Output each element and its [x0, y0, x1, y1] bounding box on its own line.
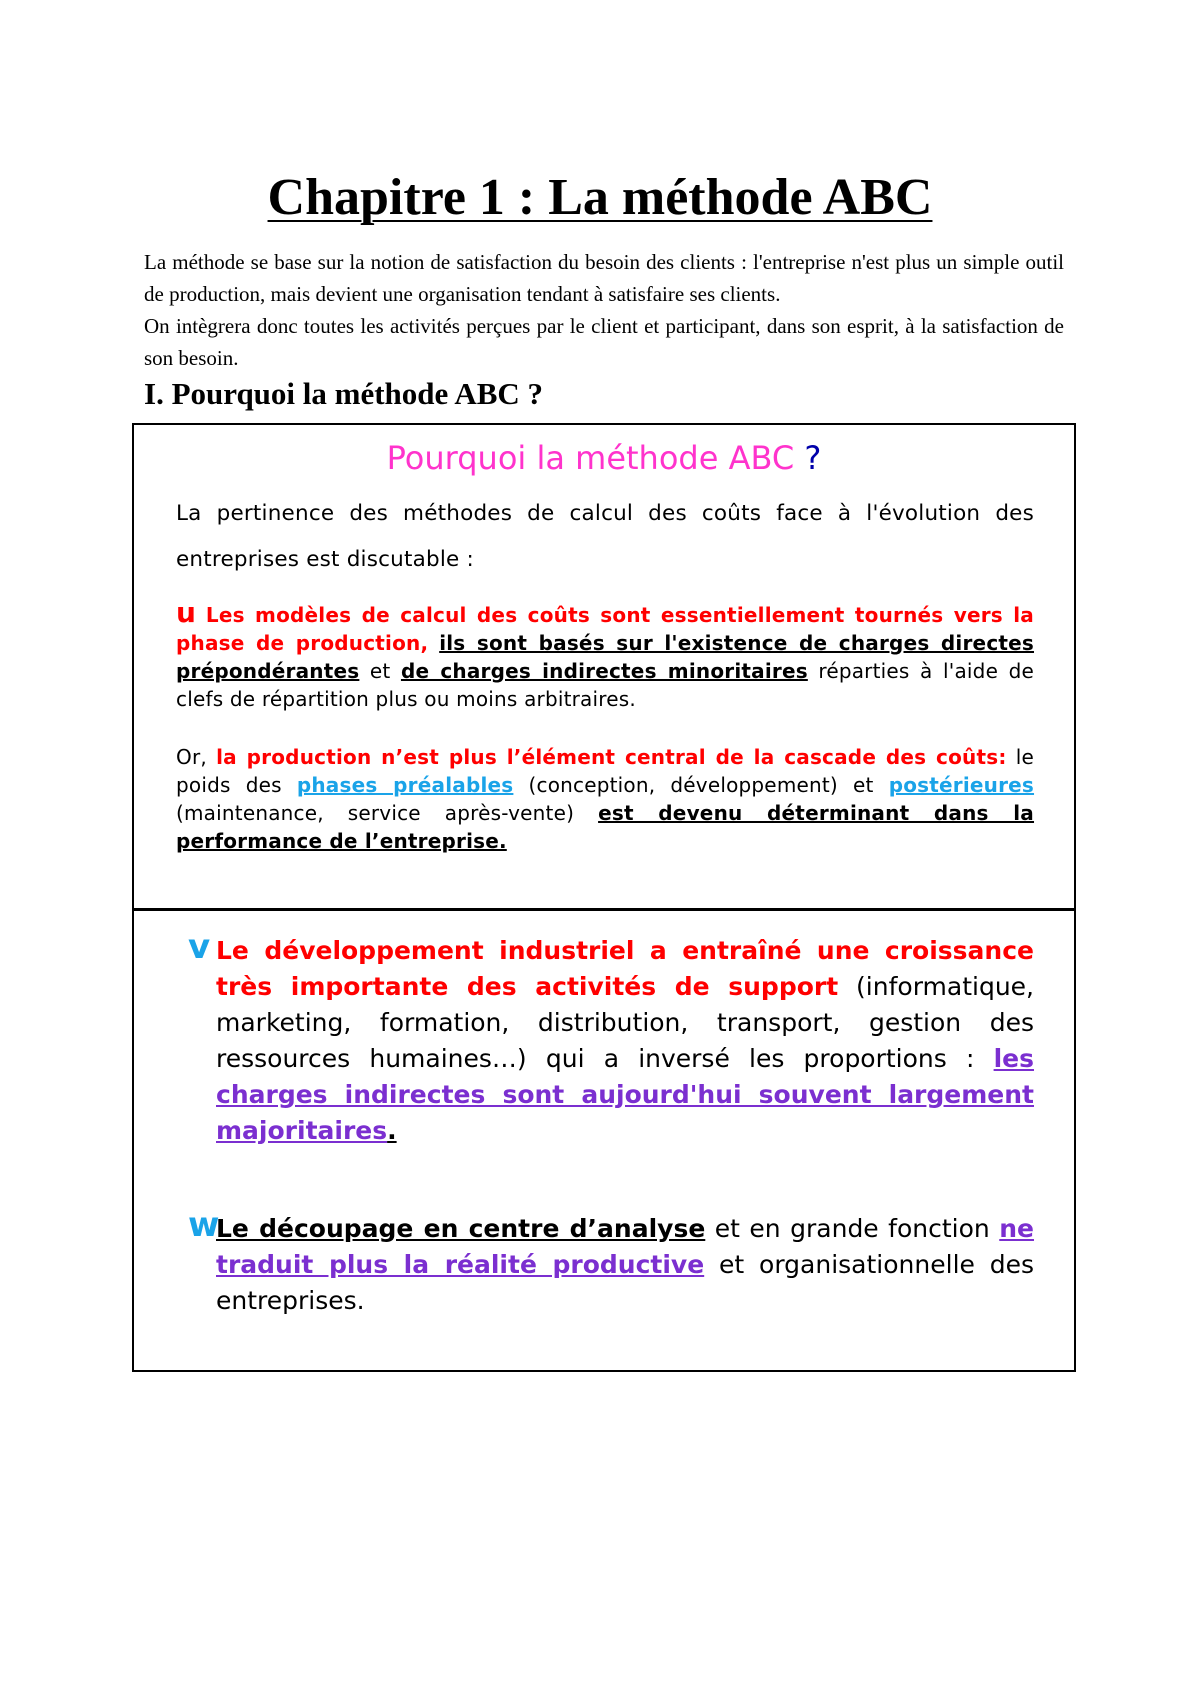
indirect-charges-majority-text: les charges indirectes sont aujourd'hui souvent largement majoritaires: [216, 1044, 1034, 1145]
production-not-central-paragraph: [176, 743, 1034, 855]
intro-paragraph-1: La méthode se base sur la notion de satisfaction du besoin des clients : l'entreprise n'est plus un simple outil de production, mais devient une organisation tendant à satisfaire ses clients.: [144, 250, 1064, 306]
intro-text: [144, 246, 1064, 374]
support-activities-statement: Le développement industriel a entraîné une croissance très importante des activités de support: [216, 936, 1034, 1001]
production-not-central-statement: la production n’est plus l’élément central de la cascade des coûts:: [216, 745, 1007, 769]
allocation-keys-text: réparties à l'aide de clefs de répartition plus ou moins arbitraires.: [176, 659, 1034, 711]
bullet-marker-w: w: [188, 1205, 220, 1245]
production-costs-statement: Les modèles de calcul des coûts sont essentiellement tournés vers la phase de production,: [176, 603, 1034, 655]
industrial-development-box: [132, 909, 1076, 1372]
page-title: Chapitre 1 : La méthode ABC: [267, 169, 933, 226]
subsequent-phases-detail: (maintenance, service après-vente): [176, 801, 575, 825]
production-costs-paragraph: [176, 596, 1034, 713]
box-title-question-mark: ?: [804, 439, 822, 477]
subsequent-phases-text: postérieures: [888, 773, 1035, 797]
performance-determinant-text: est devenu déterminant dans la performance de l’entreprise.: [176, 801, 1035, 853]
support-activities-paragraph: [216, 933, 1034, 1149]
organisational-text: et organisationnelle des entreprises.: [216, 1250, 1034, 1315]
box-lead-text: La pertinence des méthodes de calcul des coûts face à l'évolution des entreprises est discutable :: [176, 501, 1034, 572]
grand-function-text: et en grande fonction: [714, 1214, 990, 1243]
analysis-centers-text: Le découpage en centre d’analyse: [216, 1214, 706, 1243]
bullet-marker-v: v: [188, 927, 211, 967]
sentence-period: .: [387, 1116, 397, 1145]
weight-text: le poids des: [176, 745, 1034, 797]
productive-reality-text: ne traduit plus la réalité productive: [216, 1214, 1034, 1279]
or-prefix: Or,: [176, 745, 207, 769]
intro-paragraph-2: On intègrera donc toutes les activités perçues par le client et participant, dans son esprit, à la satisfaction de son besoin.: [144, 314, 1064, 370]
section-heading: I. Pourquoi la méthode ABC ?: [144, 376, 544, 411]
abc-reasons-box: [132, 423, 1076, 910]
analysis-centers-paragraph: [216, 1211, 1034, 1319]
indirect-charges-text: de charges indirectes minoritaires: [400, 659, 808, 683]
direct-charges-text: ils sont basés sur l'existence de charges directes prépondérantes: [176, 631, 1034, 683]
support-activities-list: (informatique, marketing, formation, distribution, transport, gestion des ressources humaines…) qui a inversé les proportions :: [216, 972, 1034, 1073]
box-title: [134, 439, 1074, 477]
preliminary-phases-text: phases préalables: [296, 773, 514, 797]
preliminary-phases-detail: (conception, développement) et: [528, 773, 874, 797]
bullet-marker-u: u: [176, 596, 197, 629]
conjunction-text: et: [369, 659, 391, 683]
box-title-text: Pourquoi la méthode ABC: [386, 439, 795, 477]
